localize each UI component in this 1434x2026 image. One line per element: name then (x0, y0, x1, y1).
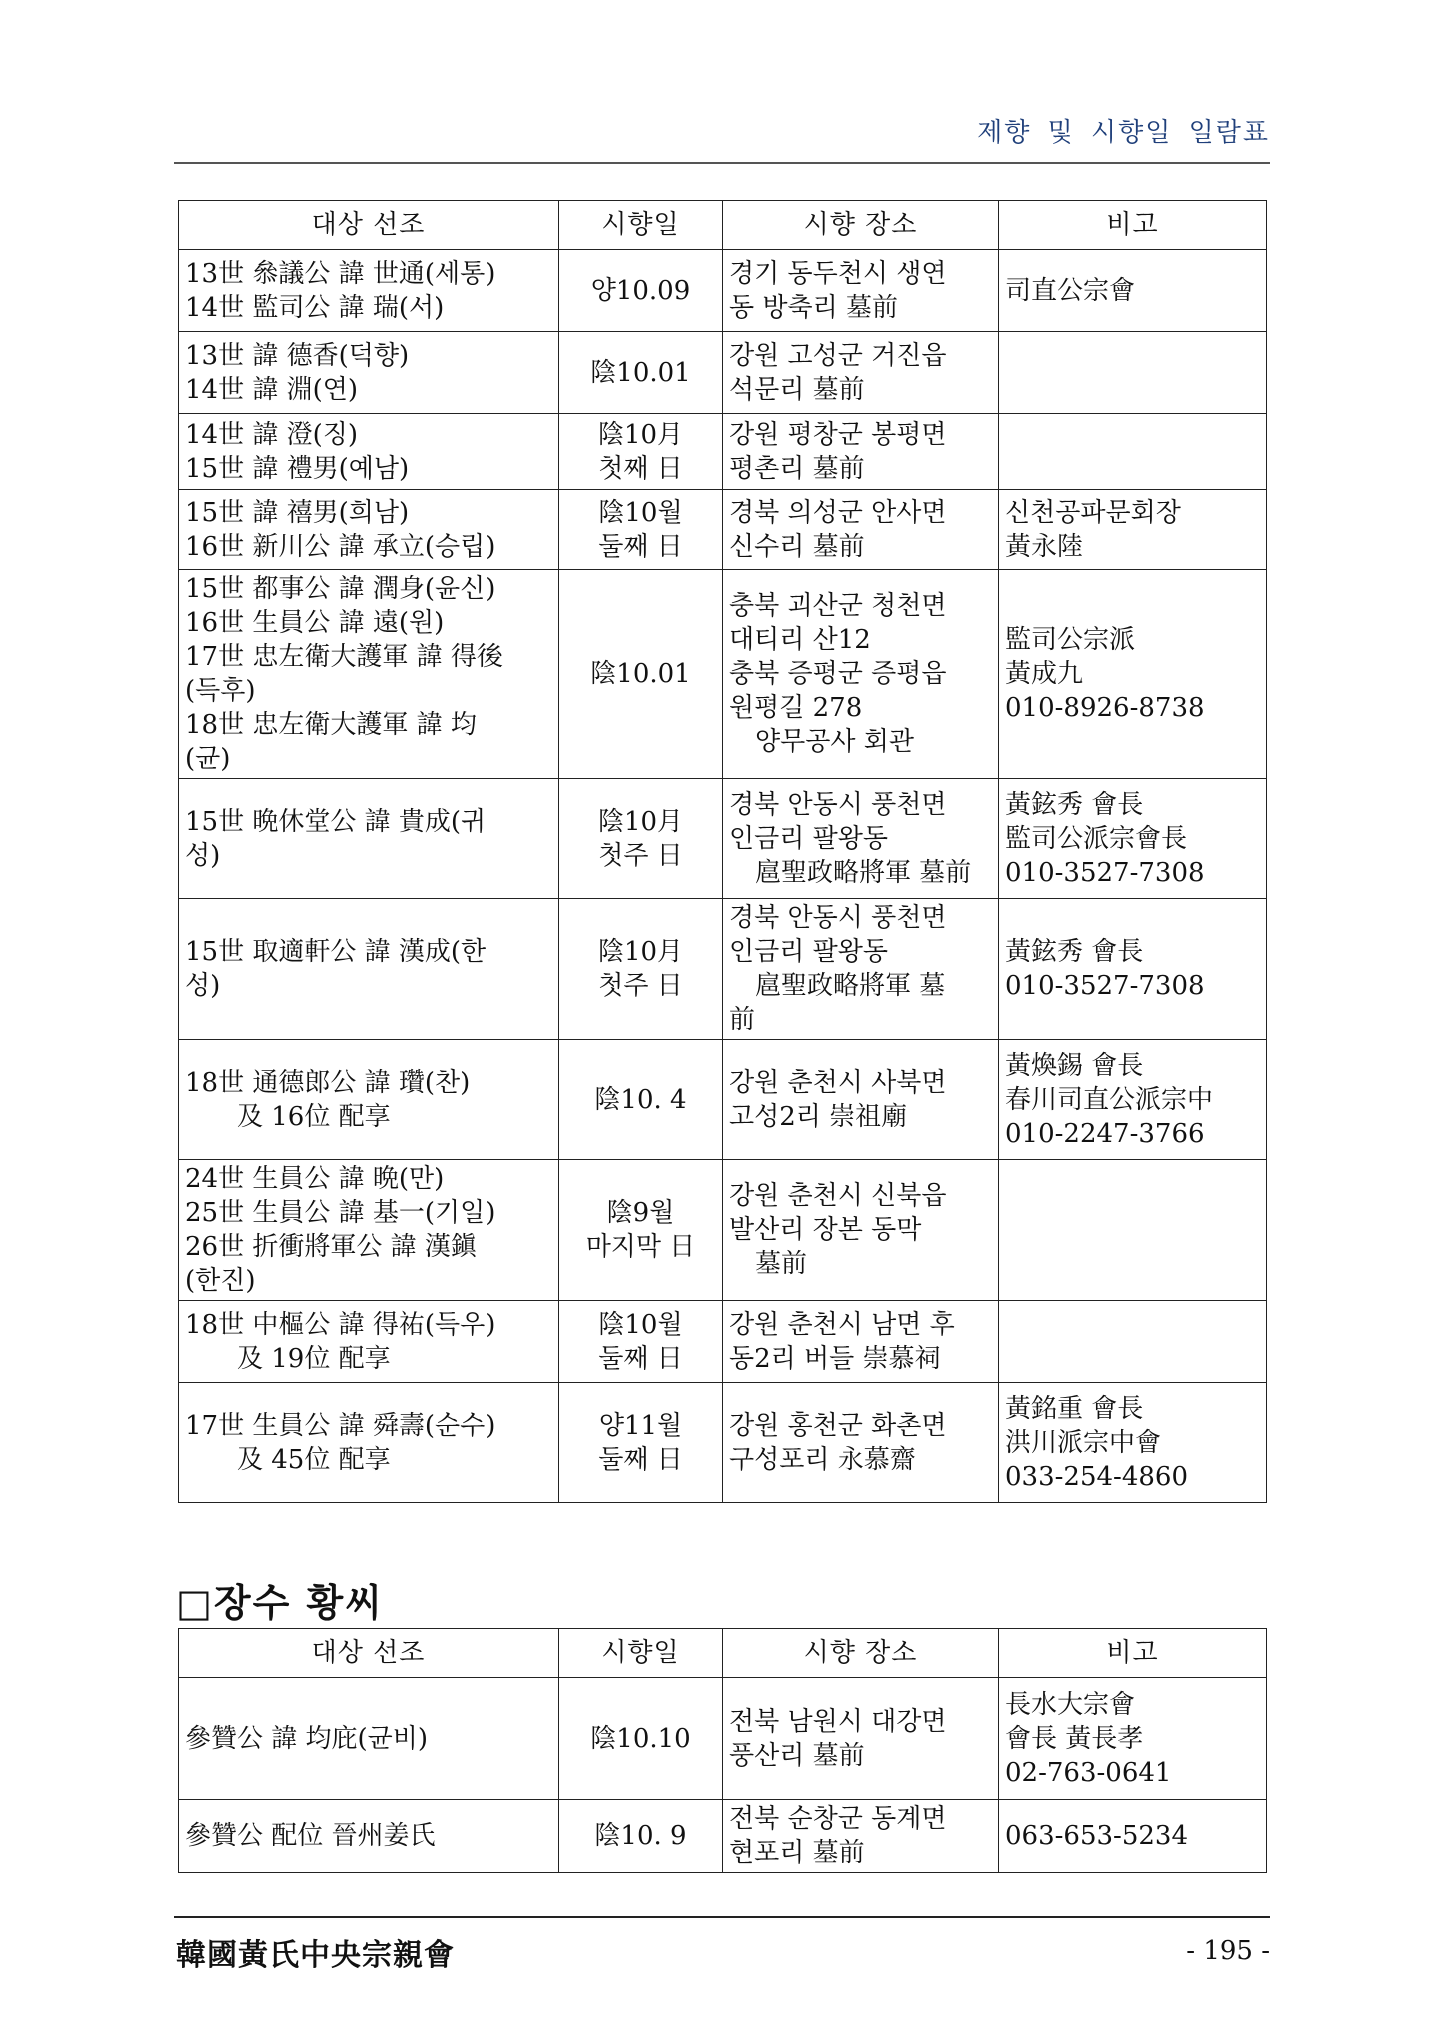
rite-date-cell (559, 1301, 723, 1383)
remarks-cell-line: 洪川派宗中會 (1005, 1427, 1162, 1458)
rite-date-cell (559, 1040, 723, 1160)
remarks-cell (999, 1383, 1267, 1503)
remarks-cell-line: 黃銘重 會長 (1005, 1393, 1144, 1424)
rite-location-cell-line: 경북 의성군 안사면 (729, 497, 947, 528)
rite-location-cell (723, 1040, 999, 1160)
rite-location-cell-line: 원평길 278 (729, 693, 863, 723)
rite-date-cell (559, 1800, 723, 1873)
column-header-note: 비고 (999, 201, 1267, 250)
rite-location-cell-line: 신수리 墓前 (729, 531, 865, 562)
rite-location-cell-line: 강원 춘천시 사북면 (729, 1067, 947, 1098)
table-row (179, 1383, 1267, 1503)
rite-location-cell (723, 779, 999, 899)
rite-date-cell-line: 陰10. 9 (594, 1821, 687, 1851)
rite-location-cell (723, 1160, 999, 1301)
rite-location-cell-line: 경기 동두천시 생연 (729, 258, 947, 289)
ancestor-cell-line: 18世 忠左衛大護軍 諱 均 (185, 710, 477, 740)
ancestral-rites-table-2 (178, 1628, 1267, 1873)
rite-date-cell-line: 陰10.10 (590, 1723, 691, 1754)
remarks-cell-line: 黃煥錫 會長 (1005, 1050, 1144, 1081)
rite-date-cell-line: 陰10. 4 (594, 1084, 687, 1115)
rite-location-cell-line: 강원 고성군 거진읍 (729, 340, 947, 371)
remarks-cell (999, 1040, 1267, 1160)
rite-location-cell (723, 250, 999, 332)
rite-location-cell-line: 강원 춘천시 남면 후 (729, 1309, 955, 1340)
remarks-cell-line: 黃永陸 (1005, 531, 1084, 562)
ancestor-cell (179, 490, 559, 570)
table-row (179, 490, 1267, 570)
ancestor-cell-line: 參贊公 諱 均庇(균비) (185, 1723, 429, 1754)
rite-location-cell-line: 전북 순창군 동계면 (729, 1804, 947, 1834)
rite-location-cell (723, 1800, 999, 1873)
remarks-cell-line: 黃鉉秀 會長 (1005, 789, 1144, 820)
table-header-row (179, 1629, 1267, 1678)
ancestor-cell-line: 13世 諱 德香(덕향) (185, 340, 410, 371)
ancestor-cell (179, 250, 559, 332)
ancestor-cell-line: (균) (185, 744, 231, 774)
ancestor-cell-line: 17世 忠左衛大護軍 諱 得後 (185, 642, 503, 672)
rite-location-cell-line: 발산리 장본 동막 (729, 1215, 922, 1245)
ancestor-cell-line: 성) (185, 840, 221, 871)
remarks-cell (999, 779, 1267, 899)
table-row (179, 250, 1267, 332)
rite-date-cell (559, 1160, 723, 1301)
ancestor-cell (179, 1040, 559, 1160)
ancestor-cell-line: 15世 晩休堂公 諱 貴成(귀 (185, 806, 487, 837)
table-row (179, 570, 1267, 779)
rite-location-cell-line: 현포리 墓前 (729, 1838, 865, 1868)
rite-date-cell-line: 둘째 日 (598, 531, 683, 562)
rite-location-cell-line: 인금리 팔왕동 (729, 937, 888, 967)
remarks-cell-line: 黃鉉秀 會長 (1005, 937, 1144, 967)
ancestor-cell-line: 15世 取適軒公 諱 漢成(한 (185, 937, 487, 967)
ancestor-cell (179, 1160, 559, 1301)
ancestor-cell-line: 及 19位 配享 (185, 1343, 391, 1374)
column-header-place: 시향 장소 (723, 201, 999, 250)
table-row (179, 414, 1267, 490)
ancestor-cell-line: 15世 都事公 諱 潤身(윤신) (185, 574, 496, 604)
ancestor-cell (179, 1800, 559, 1873)
rite-date-cell-line: 陰10月 (597, 806, 684, 837)
rite-date-cell-line: 양10.09 (590, 275, 691, 306)
remarks-cell (999, 1301, 1267, 1383)
column-header-note: 비고 (999, 1629, 1267, 1678)
ancestor-cell-line: 성) (185, 971, 221, 1001)
table-row (179, 1800, 1267, 1873)
table-row (179, 1040, 1267, 1160)
ancestor-cell (179, 899, 559, 1040)
ancestor-cell-line: 13世 叅議公 諱 世通(세통) (185, 258, 496, 289)
rite-date-cell (559, 332, 723, 414)
rite-date-cell-line: 陰10월 (598, 497, 683, 528)
ancestor-cell-line: 16世 生員公 諱 遠(원) (185, 608, 445, 638)
rite-location-cell-line: 평촌리 墓前 (729, 453, 865, 484)
rite-location-cell-line: 충북 증평군 증평읍 (729, 659, 947, 689)
ancestor-cell-line: 25世 生員公 諱 基一(기일) (185, 1198, 496, 1228)
remarks-cell (999, 250, 1267, 332)
rite-location-cell-line: 강원 평창군 봉평면 (729, 419, 947, 450)
remarks-cell-line: 033-254-4860 (1005, 1461, 1188, 1492)
column-header-date: 시향일 (559, 1629, 723, 1678)
rite-location-cell-line: 인금리 팔왕동 (729, 823, 888, 854)
rite-location-cell-line: 墓前 (729, 1249, 808, 1279)
remarks-cell (999, 1678, 1267, 1800)
rite-location-cell-line: 고성2리 崇祖廟 (729, 1101, 908, 1132)
remarks-cell (999, 899, 1267, 1040)
ancestor-cell-line: 16世 新川公 諱 承立(승립) (185, 531, 496, 562)
ancestor-cell (179, 332, 559, 414)
rite-date-cell-line: 양11월 (598, 1410, 683, 1441)
rite-location-cell-line: 석문리 墓前 (729, 374, 865, 405)
ancestor-cell-line: 14世 諱 淵(연) (185, 374, 359, 405)
column-header-date: 시향일 (559, 201, 723, 250)
ancestor-cell-line: 15世 諱 禧男(희남) (185, 497, 410, 528)
remarks-cell-line: 會長 黃長孝 (1005, 1723, 1144, 1754)
ancestor-cell-line: 14世 監司公 諱 瑞(서) (185, 292, 445, 323)
remarks-cell-line: 監司公派宗會長 (1005, 823, 1188, 854)
rite-location-cell (723, 1301, 999, 1383)
remarks-cell (999, 490, 1267, 570)
footer-divider (174, 1916, 1270, 1918)
remarks-cell-line: 010-8926-8738 (1005, 693, 1205, 723)
remarks-cell-line: 010-3527-7308 (1005, 971, 1205, 1001)
remarks-cell-line: 신천공파문회장 (1005, 497, 1181, 528)
rite-location-cell-line: 양무공사 회관 (729, 727, 914, 757)
section-title-jangsu-hwang: □장수 황씨 (176, 1580, 384, 1625)
ancestor-cell-line: 18世 中樞公 諱 得祐(득우) (185, 1309, 496, 1340)
remarks-cell-line: 黃成九 (1005, 659, 1084, 689)
table-header-row (179, 201, 1267, 250)
rite-location-cell (723, 414, 999, 490)
rite-date-cell-line: 첫째 日 (598, 453, 683, 484)
rite-location-cell-line: 扈聖政略將軍 墓前 (729, 857, 972, 888)
column-header-ancestor: 대상 선조 (179, 1629, 559, 1678)
ancestor-cell-line: 及 16位 配享 (185, 1101, 391, 1132)
table-row (179, 779, 1267, 899)
remarks-cell (999, 414, 1267, 490)
footer-organization-name: 韓國黃氏中央宗親會 (176, 1938, 455, 1973)
rite-date-cell-line: 陰10.01 (590, 357, 691, 388)
rite-date-cell (559, 1678, 723, 1800)
table-row (179, 1678, 1267, 1800)
remarks-cell-line: 02-763-0641 (1005, 1757, 1172, 1788)
rite-date-cell-line: 첫주 日 (598, 971, 683, 1001)
rite-location-cell-line: 경북 안동시 풍천면 (729, 789, 947, 820)
ancestor-cell-line: 26世 折衝將軍公 諱 漢鎭 (185, 1232, 477, 1262)
column-header-place: 시향 장소 (723, 1629, 999, 1678)
rite-location-cell (723, 899, 999, 1040)
remarks-cell (999, 332, 1267, 414)
rite-location-cell-line: 동2리 버들 崇慕祠 (729, 1343, 941, 1374)
rite-date-cell-line: 첫주 日 (598, 840, 683, 871)
rite-location-cell-line: 대티리 산12 (729, 625, 871, 655)
rite-date-cell-line: 陰10월 (598, 1309, 683, 1340)
rite-date-cell (559, 1383, 723, 1503)
rite-location-cell-line: 前 (729, 1005, 756, 1035)
rite-date-cell (559, 899, 723, 1040)
page-number: - 195 - (1186, 1936, 1270, 1966)
rite-location-cell-line: 충북 괴산군 청천면 (729, 591, 947, 621)
column-header-ancestor: 대상 선조 (179, 201, 559, 250)
ancestor-cell (179, 1301, 559, 1383)
remarks-cell (999, 1800, 1267, 1873)
header-divider (174, 162, 1270, 164)
rite-location-cell-line: 강원 홍천군 화촌면 (729, 1410, 947, 1441)
remarks-cell-line: 010-2247-3766 (1005, 1118, 1205, 1149)
ancestor-cell-line: 15世 諱 禮男(예남) (185, 453, 410, 484)
table-row (179, 1301, 1267, 1383)
ancestor-cell-line: 及 45位 配享 (185, 1444, 391, 1475)
rite-date-cell-line: 마지막 日 (585, 1232, 696, 1262)
remarks-cell-line: 春川司直公派宗中 (1005, 1084, 1214, 1115)
rite-location-cell-line: 전북 남원시 대강면 (729, 1706, 947, 1737)
rite-date-cell (559, 414, 723, 490)
remarks-cell (999, 570, 1267, 779)
rite-date-cell-line: 둘째 日 (598, 1343, 683, 1374)
ancestor-cell-line: 17世 生員公 諱 舜壽(순수) (185, 1410, 496, 1441)
rite-date-cell-line: 陰10月 (597, 419, 684, 450)
rite-date-cell-line: 陰9월 (606, 1198, 675, 1228)
ancestor-cell-line: 參贊公 配位 晉州姜氏 (185, 1821, 436, 1851)
rite-date-cell (559, 779, 723, 899)
ancestor-cell (179, 414, 559, 490)
remarks-cell-line: 監司公宗派 (1005, 625, 1136, 655)
rite-location-cell-line: 강원 춘천시 신북읍 (729, 1181, 947, 1211)
rite-location-cell-line: 경북 안동시 풍천면 (729, 903, 947, 933)
remarks-cell-line: 063-653-5234 (1005, 1821, 1188, 1851)
rite-date-cell-line: 陰10月 (597, 937, 684, 967)
ancestral-rites-table-1 (178, 200, 1267, 1503)
ancestor-cell (179, 1678, 559, 1800)
rite-location-cell (723, 1678, 999, 1800)
remarks-cell-line: 010-3527-7308 (1005, 857, 1205, 888)
rite-location-cell-line: 동 방축리 墓前 (729, 292, 898, 323)
page-header-title: 제향 및 시향일 일람표 (977, 118, 1270, 148)
rite-location-cell-line: 풍산리 墓前 (729, 1740, 865, 1771)
rite-location-cell-line: 구성포리 永慕齋 (729, 1444, 916, 1475)
ancestor-cell (179, 1383, 559, 1503)
ancestor-cell (179, 570, 559, 779)
ancestor-cell-line: 18世 通德郎公 諱 瓚(찬) (185, 1067, 471, 1098)
rite-location-cell-line: 扈聖政略將軍 墓 (729, 971, 946, 1001)
ancestor-cell-line: 24世 生員公 諱 晩(만) (185, 1164, 445, 1194)
table-row (179, 899, 1267, 1040)
rite-location-cell (723, 490, 999, 570)
table-row (179, 332, 1267, 414)
rite-date-cell (559, 250, 723, 332)
rite-location-cell (723, 332, 999, 414)
rite-date-cell-line: 둘째 日 (598, 1444, 683, 1475)
remarks-cell-line: 司直公宗會 (1005, 275, 1136, 306)
rite-date-cell (559, 570, 723, 779)
table-row (179, 1160, 1267, 1301)
remarks-cell (999, 1160, 1267, 1301)
remarks-cell-line: 長水大宗會 (1005, 1689, 1136, 1720)
ancestor-cell-line: (한진) (185, 1266, 256, 1296)
ancestor-cell-line: (득후) (185, 676, 256, 706)
ancestor-cell-line: 14世 諱 澄(징) (185, 419, 359, 450)
ancestor-cell (179, 779, 559, 899)
rite-date-cell (559, 490, 723, 570)
rite-location-cell (723, 570, 999, 779)
rite-date-cell-line: 陰10.01 (590, 659, 691, 689)
rite-location-cell (723, 1383, 999, 1503)
